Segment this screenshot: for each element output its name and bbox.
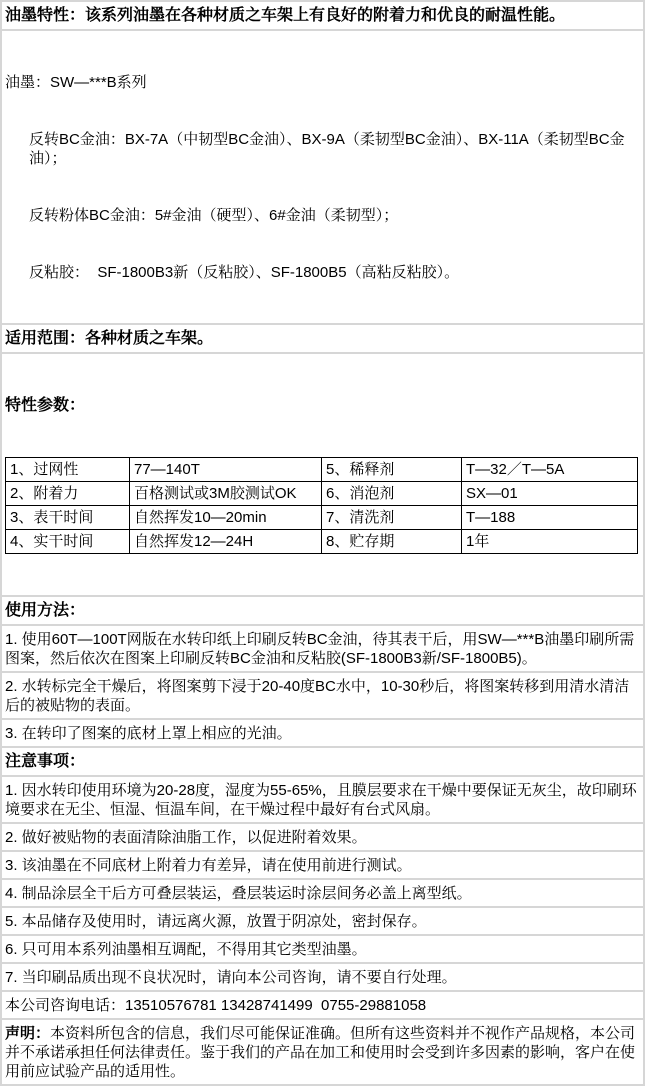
param-label-cell: 3、表干时间 <box>6 506 130 530</box>
parameters-heading: 特性参数： <box>5 397 86 414</box>
section-title-ink-properties: 油墨特性：该系列油墨在各种材质之车架上有良好的附着力和优良的耐温性能。 <box>2 2 643 29</box>
disclaimer-text: 本资料所包含的信息，我们尽可能保证准确。但所有这些资料并不视作产品规格，本公司并不承诺承担任何法律责任。鉴于我们的产品在加工和使用时会受到许多因素的影响，客户在使用前应试验产品的适用性。 <box>5 1025 636 1080</box>
table-row <box>6 482 638 506</box>
param-value-cell: T—188 <box>462 506 638 530</box>
note-item-6: 6. 只可用本系列油墨相互调配，不得用其它类型油墨。 <box>2 936 643 962</box>
ink-line-adhesive: 反粘胶： SF-1800B3新（反粘胶）、SF-1800B5（高粘反粘胶）。 <box>29 264 460 281</box>
param-label-cell: 1、过网性 <box>6 458 130 482</box>
param-value-cell: 1年 <box>462 530 638 554</box>
param-label-cell: 2、附着力 <box>6 482 130 506</box>
param-value-cell: 百格测试或3M胶测试OK <box>130 482 322 506</box>
disclaimer <box>2 1020 643 1084</box>
ink-line-powder-bc-gold: 反转粉体BC金油：5#金油（硬型）、6#金油（柔韧型）； <box>29 207 399 224</box>
section-usage-heading: 使用方法： <box>2 597 643 624</box>
section-notes-heading: 注意事项： <box>2 748 643 775</box>
usage-step-3: 3. 在转印了图案的底材上罩上相应的光油。 <box>2 720 643 746</box>
note-item-3: 3. 该油墨在不同底材上附着力有差异，请在使用前进行测试。 <box>2 852 643 878</box>
param-label-cell: 5、稀释剂 <box>322 458 462 482</box>
parameters-table <box>5 457 638 554</box>
param-value-cell: SX—01 <box>462 482 638 506</box>
note-item-4: 4. 制品涂层全干后方可叠层装运，叠层装运时涂层间务必盖上离型纸。 <box>2 880 643 906</box>
contact-phone-line: 本公司咨询电话：13510576781 13428741499 0755-29881058 <box>2 992 643 1018</box>
param-label-cell: 8、贮存期 <box>322 530 462 554</box>
table-row <box>6 506 638 530</box>
param-value-cell: T—32／T—5A <box>462 458 638 482</box>
note-item-5: 5. 本品储存及使用时，请远离火源，放置于阴凉处，密封保存。 <box>2 908 643 934</box>
section-ink-series <box>2 31 643 323</box>
usage-step-2: 2. 水转标完全干燥后，将图案剪下浸于20-40度BC水中，10-30秒后，将图案转移到用清水清洁后的被贴物的表面。 <box>2 673 643 718</box>
usage-step-1: 1. 使用60T—100T网版在水转印纸上印刷反转BC金油，待其表干后，用SW—***B油墨印刷所需图案，然后依次在图案上印刷反转BC金油和反粘胶(SF-1800B3新/SF-1800B5)。 <box>2 626 643 671</box>
table-row <box>6 458 638 482</box>
ink-line-reverse-bc-gold: 反转BC金油：BX-7A（中韧型BC金油）、BX-9A（柔韧型BC金油）、BX-11A（柔韧型BC金油）； <box>29 131 625 167</box>
param-label-cell: 4、实干时间 <box>6 530 130 554</box>
disclaimer-label: 声明： <box>5 1025 51 1042</box>
table-row <box>6 530 638 554</box>
param-label-cell: 7、清洗剂 <box>322 506 462 530</box>
note-item-2: 2. 做好被贴物的表面清除油脂工作，以促进附着效果。 <box>2 824 643 850</box>
note-item-7: 7. 当印刷品质出现不良状况时，请向本公司咨询，请不要自行处理。 <box>2 964 643 990</box>
param-value-cell: 77—140T <box>130 458 322 482</box>
section-parameters <box>2 354 643 595</box>
note-item-1: 1. 因水转印使用环境为20-28度，湿度为55-65%，且膜层要求在干燥中要保证无灰尘，故印刷环境要求在无尘、恒湿、恒温车间，在干燥过程中最好有台式风扇。 <box>2 777 643 822</box>
ink-series-header: 油墨：SW—***B系列 <box>5 74 147 91</box>
param-value-cell: 自然挥发12—24H <box>130 530 322 554</box>
param-label-cell: 6、消泡剂 <box>322 482 462 506</box>
section-scope: 适用范围：各种材质之车架。 <box>2 325 643 352</box>
param-value-cell: 自然挥发10—20min <box>130 506 322 530</box>
